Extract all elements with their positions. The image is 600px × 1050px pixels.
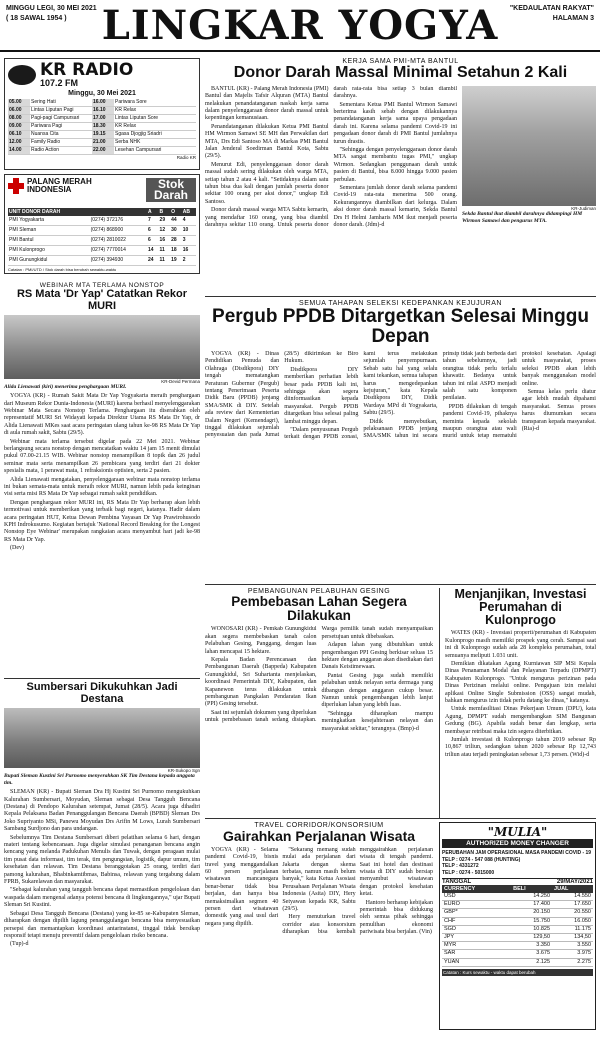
murl-headline: RS Mata 'Dr Yap' Catatkan Rekor MURI	[16, 288, 188, 312]
pmi-table-row	[8, 246, 196, 256]
kulonprogo-paragraph: WATES (KR) - Investasi properti/perumahan di Kabupaten Kulonprogo masih memiliki prospek yang cerah. Sampai saat ini di Kulonprogo sudah ada 28 kompleks perumahan, total semuanya meliputi 1.031 unit.	[445, 630, 596, 659]
sleman-paragraph: "Sebagai kalurahan yang tangguh bencana dapat memastikan pengelolaan dan waspada dalam mengenal adanya potensi bencana di lingkungannya," ujar Bupati Sleman Sri Kustini.	[4, 887, 200, 909]
radio-schedule	[8, 99, 196, 155]
pmi-table-cell: PMI Bantul	[8, 236, 90, 246]
currency-row	[442, 934, 593, 942]
wisata-paragraph: Hantoro berharap kebijakan pemerintah bisa didukung oleh semua pihak sehingga pemulihan ekonomi pariwisata bisa berjalan. (Vin)	[359, 899, 433, 936]
currency-code: SAR	[442, 950, 511, 958]
currency-row	[442, 958, 593, 966]
gesing-body	[205, 626, 433, 821]
wisata-kicker: TRAVEL CORRIDOR/KONSORSIUM	[254, 822, 384, 829]
radio-program: Radio Action	[30, 147, 92, 155]
currency-table-header	[442, 885, 593, 893]
radio-time: 16.00	[92, 99, 114, 107]
masthead	[0, 0, 600, 52]
pmi-table-cell: 30	[170, 226, 182, 236]
currency-row	[442, 950, 593, 958]
main-column	[205, 58, 596, 1030]
pmi-column-header	[90, 208, 147, 216]
ppdb-article	[205, 300, 596, 584]
radio-program: Lintas Liputan Sore	[114, 115, 196, 123]
wisata-paragraph: YOGYA (KR) - Selama pandemi Covid-19, bisnis travel yang menggandalkan 60 persen perjalanan wisatawan mancanegara benar-benar tidak bisa berjalan, dan hanya bisa memaksimalkan segmen 40 persen dari wisatawan domestik yang asal usul dari negara yang dipilih.	[205, 846, 279, 927]
currency-code: GBP*	[442, 909, 511, 917]
radio-time: 19.15	[92, 131, 114, 139]
radio-frequency: 107.2 FM	[40, 78, 79, 88]
pmi-table-cell: (0274) 2810022	[90, 236, 147, 246]
sell-rate: 17.650	[552, 901, 593, 909]
gesing-paragraph: Kepala Badan Perencanaan dan Pembangunan Daerah (Bappeda) Kabupaten Gunungkidul, Sri Suhartanta menjelaskan, koordinasi Pemerintah DIY, Kabupaten, dan Kapanewon terus dilakukan untuk pembangunan Pangkalan Pendaratan Ikan (PPI) Gesing tersebut.	[205, 656, 317, 708]
pmi-brand	[8, 178, 97, 194]
gesing-paragraph: "Sehingga diharapkan mampu meningkatkan kesejahteraan nelayan dan masyarakat sekitar," terangnya. (Bmp)-d	[321, 710, 433, 732]
pmi-column-header: B	[159, 208, 171, 216]
wisata-article	[205, 822, 433, 1030]
pmi-table-cell: PMI Gunungkidul	[8, 256, 90, 266]
pmi-table-cell: 12	[159, 226, 171, 236]
pmi-table-cell: 2	[182, 256, 196, 266]
pmi-table-cell: PMI Yogyakarta	[8, 216, 90, 226]
pmi-table-cell: 44	[170, 216, 182, 226]
donor-paragraph: Sementara Ketua PMI Bantul Wirmon Samawi berterima kasih sebab dengan dilakukannya penandatanganan kerja sama upaya pengadaan darah ini. Karena selama pandemi Covid-19 ini pengadaan donor darah di PMI Bantul jumlahnya turun drastis.	[333, 101, 457, 145]
donor-paragraph: Penandatanganan dilakukan Ketua PMI Bantul HM Wirmon Samawi SE MH dan Perwakilan dari MTA, Drs Edi Santoso MA di Markas PMI Bantul Jalan Jenderal Soedirman Bantul Kota, Sabtu (29/5).	[205, 123, 329, 160]
mulia-contact-line: TELP : 4331272	[442, 863, 479, 869]
murl-body	[4, 393, 200, 675]
sell-rate: 2.275	[552, 958, 593, 966]
mulia-contact-line: TELP : 0274 - 547 088 (HUNTING)	[442, 856, 521, 863]
radio-time: 06.10	[8, 131, 30, 139]
radio-name: KR RADIO	[40, 60, 134, 80]
pmi-table-row	[8, 256, 196, 266]
sleman-paragraph: (Tup)-d	[10, 941, 29, 948]
ppdb-paragraph: Didik menyebutkan, pelaksanaan PPDB jenjang SMA/SMK tahun ini secara prinsip tidak jauh berbeda dari tahun sebelumnya, jadi orangtua tidak perlu terlalu khawatir. Bedanya untuk tahun ini nilai ASPD menjadi salah satu komponen penilaian.	[363, 350, 517, 440]
pmi-column-header: UNIT DONOR DARAH	[8, 208, 90, 216]
pmi-table-row	[8, 236, 196, 246]
ppdb-paragraph: Disdikpora DIY memberikan perhatian lebih besar pada PPDB kali ini, sehingga akan segera diinformasikan kepada masyarakat. Pergub PPDB ditargetkan bisa selesai paling lambat minggu depan.	[284, 366, 359, 425]
wisata-headline: Gairahkan Perjalanan Wisata	[222, 828, 416, 844]
middle-row	[205, 588, 596, 818]
donor-photo-credit: KR-Judiman	[571, 205, 596, 211]
radio-time: 08.00	[8, 115, 30, 123]
currency-row	[442, 942, 593, 950]
murl-caption: Alida Lienawati (kiri) menerima penghargaan MURI.	[4, 384, 127, 391]
radio-program: KR Relax	[114, 123, 196, 131]
ppdb-kicker: SEMUA TAHAPAN SELEKSI KEDEPANKAN KEJUJURAN	[299, 300, 502, 307]
pmi-header	[8, 178, 196, 208]
mulia-ad	[439, 822, 596, 1030]
gesing-kicker: PEMBANGUNAN PELABUHAN GESING	[247, 588, 391, 595]
ppdb-body	[205, 351, 596, 595]
pmi-table-row	[8, 226, 196, 236]
radio-program: Lintas Liputan Pagi	[30, 107, 92, 115]
sleman-headline: Sumbersari Dikukuhkan Jadi Destana	[26, 681, 178, 705]
sleman-article	[4, 682, 200, 979]
pmi-table-cell: 3	[182, 236, 196, 246]
murl-paragraph: YOGYA (KR) - Rumah Sakit Mata Dr Yap Yogyakarta meraih penghargaan dari Museum Rekor Dunia-Indonesia (MURI) karena berhasil menyelenggarakan Webinar Mata Secara Nonstop Terlama. Penghargaan itu diserahkan oleh representatif MURI Sri Widayati kepada Direktur Utama RS Mata Dr Yap, dr Alida Lienawati MKes saat acara peringatan ulang tahun ke-98 RS Mata Dr Yap di aula rumah sakit, Sabtu (29/5).	[4, 393, 200, 437]
radio-time: 09.00	[8, 123, 30, 131]
radio-program: Family Radio	[30, 139, 92, 147]
sell-rate: 3.550	[552, 942, 593, 950]
pmi-table-cell: 16	[159, 236, 171, 246]
murl-paragraph: Dengan penghargaan rekor MURI ini, RS Mata Dr Yap berharap akan lebih termotivasi untuk memberikan yang terbaik bagi negeri, katanya. Hadir dalam acara peringatan HUT, Ketua Dewan Pembina Yayasan Dr Yap Prawirohusodo KPH Indrokusumo. Kegiatan bertajuk 'National Record Breaking for the Longest Nonstop Eye Webinar' merupakan rangkaian acara menyambut hari jadi ke-98 RS Mata Dr Yap.	[4, 499, 200, 543]
pmi-table-cell: 18	[170, 246, 182, 256]
buy-rate: 129,50	[511, 934, 552, 942]
radio-time: 16.10	[92, 107, 114, 115]
donor-caption: Sekda Bantul ikut diambil darahnya didampingi HM Wirmon Samawi dan pengurus MTA.	[462, 210, 583, 224]
mulia-footer: Catatan : Kurs sewaktu - waktu dapat berubah	[442, 969, 593, 976]
pmi-table-cell: (0274) 868900	[90, 226, 147, 236]
donor-kicker: KERJA SAMA PMI-MTA BANTUL	[342, 58, 459, 65]
buy-rate: 2.125	[511, 958, 552, 966]
left-column	[4, 58, 200, 979]
pmi-table-body	[8, 216, 196, 266]
gesing-paragraph: WONOSARI (KR) - Pemkab Gunungkidul akan segera membebaskan tanah calon Pelabuhan Gesing, Panggang, dengan luas lahan mencapai 15 hektare.	[205, 626, 317, 655]
donor-paragraph: Menurut Edi, penyelenggaraan donor darah massal sudah sering dilakukan oleh warga MTA, setiap tahun 2 atau 4 kali. "Setidaknya dalam satu tahun bisa dua kali dengan jumlah peserta donor sekitar 100 orang per aksi donor," ungkap Edi Santoso.	[205, 161, 329, 205]
mulia-date: 29/MAY/2021	[556, 879, 593, 885]
pmi-table-cell: (0274) 372176	[90, 216, 147, 226]
donor-photo-block	[462, 86, 596, 286]
radio-time: 21.00	[92, 139, 114, 147]
pmi-table-cell: 16	[182, 246, 196, 256]
radio-program: Pariwara Sore	[114, 99, 196, 107]
pmi-table-cell: 11	[159, 256, 171, 266]
currency-table-body	[442, 893, 593, 966]
pmi-column-header: AB	[182, 208, 196, 216]
pmi-note: Catatan : PMI/UTD / Stok darah bisa berubah sewaktu-waktu	[8, 267, 117, 272]
kulonprogo-article	[439, 588, 596, 818]
donor-headline: Donor Darah Massal Minimal Setahun 2 Kali	[233, 64, 568, 81]
mulia-title: "MULIA"	[487, 825, 548, 839]
kulonprogo-headline: Menjanjikan, Investasi Perumahan di Kulonprogo	[454, 587, 587, 628]
gesing-paragraph: Pantai Gesing juga sudah memiliki pelabuhan untuk nelayan serta dermaga yang dibangun dengan anggaran cukup besar. Namun untuk pengembangan lebih lanjut diperlukan lahan yang lebih luas.	[321, 672, 433, 709]
radio-note: Radio KR	[176, 155, 196, 160]
mulia-contact-lines	[442, 850, 593, 876]
pmi-name: PALANG MERAH INDONESIA	[27, 177, 92, 194]
wisata-paragraph: Hery menuturkan travel corridor atau konsorsium diharapkan bisa kembali menggairahkan perjalanan wisata di tengah pandemi. Saat ini hotel dan destinasi wisata di DIY sudah bersiap menyambut wisatawan dengan protokol kesehatan ketat.	[282, 846, 433, 936]
pmi-table-cell: 10	[182, 226, 196, 236]
pmi-table-cell: 7	[147, 216, 159, 226]
wisata-body	[205, 847, 433, 1025]
currency-code: MYR	[442, 942, 511, 950]
gesing-article	[205, 588, 433, 818]
currency-code: SGD	[442, 925, 511, 933]
sell-rate: 20.550	[552, 909, 593, 917]
masthead-date: MINGGU LEGI, 30 MEI 2021	[6, 5, 97, 12]
sell-rate: 134,50	[552, 934, 593, 942]
radio-time: 14.00	[8, 147, 30, 155]
donor-photo	[462, 86, 596, 206]
pmi-table-cell: 4	[182, 216, 196, 226]
radio-program: Lesehan Campursari	[114, 147, 196, 155]
buy-rate: 3.675	[511, 950, 552, 958]
murl-paragraph: Alida Lienawati mengatakan, penyelenggaraan webinar mata nonstop terlama ini bukan semata-mata untuk meraih rekor MURI, namun lebih pada keinginan visi serta misi RS Mata Dr Yap sebagai rumah sakit pendidikan.	[4, 476, 200, 498]
gesing-paragraph: Saat ini sejumlah dokumen yang diperlukan untuk pembebasan tanah sedang disiapkan. Warga pemilik tanah sudah menyampaikan persetujuan untuk dibebaskan.	[205, 626, 433, 724]
buy-rate: 3.350	[511, 942, 552, 950]
kulonprogo-paragraph: Demikian dikatakan Agung Kurniawan SIP MSi Kepala Dinas Penanaman Modal dan Pelayanan Terpadu (DPMPT) Kabupaten Kulonprogo. "Untuk mengurus perizinan pada Dinas Perizinan melalui online. Pengajuan izin melalui aplikasi Online Single Submission (OSS) sangat mudah, bahkan mengurus izin tidak perlu datang ke dinas," katanya.	[445, 661, 596, 705]
donor-article	[205, 58, 596, 296]
radio-time: 18.30	[92, 123, 114, 131]
radio-program: Sgasa Djogjig Sriadri	[114, 131, 196, 139]
wisata-paragraph: "Sekarang memang sudah mulai ada perjalanan dari Jakarta dengan skema terbatas, namun masih belum banyak," kata Ketua Asosiasi Perusahaan Perjalanan Wisata Indonesia (Asita) DIY, Hery Setyawan kepada KR, Sabtu (29/5).	[282, 846, 356, 912]
buy-rate: 17.400	[511, 901, 552, 909]
main-divider-1	[205, 296, 596, 297]
pmi-stock-table	[8, 208, 196, 266]
currency-column-header: JUAL	[552, 885, 593, 893]
donor-paragraph: "Sehingga dengan penyelenggaraan donor darah MTA sangat membantu tugas PMI," ungkap Wirmon. Sedangkan penggunaan darah untuk pasien di Bantul, bisa 8.000 hingga 9.000 pasien perbulan.	[333, 147, 457, 183]
pmi-table-cell: 19	[170, 256, 182, 266]
radio-time: 22.00	[92, 147, 114, 155]
currency-code: USD	[442, 893, 511, 901]
pmi-column-header: O	[170, 208, 182, 216]
radio-program: Nuansa Cita	[30, 131, 92, 139]
pmi-table-header	[8, 208, 196, 216]
sleman-paragraph: SLEMAN (KR) - Bupati Sleman Dra Hj Kustini Sri Purnomo mengukuhkan Kalurahan Sumbersari, Moyudan, Sleman sebagai Desa Tangguh Bencana (Destana) di Pendopo Kalurahan setempat, Jumat (28/5). Acara juga dihadiri Kepala Pelaksana Badan Penanggulangan Bencana Daerah (BPBD) Sleman Drs Joko Supriyanto MSi, Panewu Moyudan Drs Arifin M Lows, Lurah Sumbersari Sambang Surdjono dan para undangan.	[4, 789, 200, 833]
donor-paragraph: Sementara jumlah donor darah selama pandemi Covid-19 rata-rata menerima 500 orang. Kekurangannya diambilkan dari kelurga. Dalam aksi donor darah massal kemarin, Sekda Bantul Drs H Helmi Jamharis MM ikut menjadi peserta donor darah. (Jdm)-d	[333, 185, 457, 229]
main-divider-2	[205, 584, 596, 585]
murl-kicker: WEBINAR MTA TERLAMA NONSTOP	[39, 282, 165, 289]
currency-column-header: BELI	[511, 885, 552, 893]
radio-time: 05.00	[8, 99, 30, 107]
red-cross-icon	[8, 178, 24, 194]
buy-rate: 20.150	[511, 909, 552, 917]
newspaper-title: LINGKAR YOGYA	[101, 2, 499, 49]
pmi-table-cell: 14	[147, 246, 159, 256]
currency-row	[442, 909, 593, 917]
radio-header	[8, 62, 196, 88]
radio-title-block	[40, 62, 133, 88]
radio-date: Minggu, 30 Mei 2021	[68, 90, 136, 97]
sell-rate: 3.975	[552, 950, 593, 958]
murl-paragraph: Webinar mata terlama tersebut digelar pada 22 Mei 2021. Webinar berlangsung secara nonstop dengan mencatatkan waktu 14 jam 15 menit dimulai pukul 07.00-21.15 WIB. Webinar nonstop menampilkan 8 topik dan 26 judul seminar mata serta menampilkan 26 pembicara yang terdiri dari 21 dokter spesialis mata, 1 perawat mata, 1 refraksionis optisien, serta 2 pasien.	[4, 438, 200, 475]
murl-photo	[4, 315, 200, 379]
currency-code: YUAN	[442, 958, 511, 966]
pmi-table-cell: 28	[170, 236, 182, 246]
masthead-right-block	[510, 4, 594, 24]
currency-table	[442, 885, 593, 967]
radio-program: Pagi-pagi Campursari	[30, 115, 92, 123]
pmi-blood-stock-box	[4, 174, 200, 274]
mulia-contact-line: PERUBAHAN JAM OPERASIONAL MASA PANDEMI COVID - 19	[442, 850, 592, 856]
currency-row	[442, 893, 593, 901]
sleman-paragraph: Sebelumnya Tim Destana Sumbersari diberi pelatihan selama 6 hari, dengan materi tentang kebencanaan. Juga digelar simulasi penanganan bencana angin kencang yang melanda Padukuhan Menulis dan Tuwak, dengan peragaan mulai tim pusat data informasi, tim terak, tim pengungsian, logistik, dapur umum, tim kesehatan dan relawan. Tim Destana beranggotakan 25 orang, terdiri dari pamong kalurahan, Bhabinkamtibmas, Babinsa, relawan yang tergabung dalam FPRB, Sukarelawan dan masyarakat.	[4, 834, 200, 886]
murl-article	[4, 282, 200, 675]
currency-row	[442, 925, 593, 933]
donor-paragraph: BANTUL (KR) - Palang Merah Indonesia (PMI) Bantul dan Majelis Tafsir Alquran (MTA) Bantul melakukan penandatanganan naskah kerja sama dalam penyelenggaraan donor darah massal untuk kepentingan kemanusiaan.	[205, 85, 329, 122]
donor-layout	[205, 86, 596, 286]
pmi-column-header: A	[147, 208, 159, 216]
pmi-table-cell: 29	[159, 216, 171, 226]
murl-paragraph: (Dev)	[10, 545, 24, 552]
donor-body	[205, 86, 457, 286]
gesing-paragraph: Adapun lahan yang dibutuhkan untuk pengembangan PPI Gesing berkisar seluas 15 hektare dengan anggaran akan disediakan dari Danais Keistimewaan.	[321, 642, 433, 671]
pmi-table-cell: 11	[159, 246, 171, 256]
radio-time: 06.00	[8, 107, 30, 115]
buy-rate: 15.750	[511, 917, 552, 925]
sleman-caption: Bupati Sleman Kustini Sri Purnomo menyerahkan SK Tim Destana kepada anggota tim.	[4, 773, 195, 787]
radio-logo-icon	[8, 65, 36, 85]
currency-row	[442, 917, 593, 925]
sleman-body	[4, 789, 200, 979]
pmi-table-cell: (0274) 394930	[90, 256, 147, 266]
pmi-table-cell: (0274) 7770014	[90, 246, 147, 256]
sleman-photo-credit: KR-Sukopo Sgn	[167, 768, 200, 774]
buy-rate: 10.825	[511, 925, 552, 933]
mulia-contact-line: TELP : 0274 - 5015000	[442, 869, 495, 876]
sleman-paragraph: Sebagai Desa Tangguh Bencana (Destana) yang ke-85 se-Kabupaten Sleman, diharapkan dengan dipilih lagung penanggulangan bencana bisa menyesuaikan persepsi dan memantapkan koordinasi antarinstansi, tinggal tidak bersikap responsif tetapi menuju preventif dalam pengelolaan risiko bencana.	[4, 910, 200, 939]
ppdb-paragraph: Semua kelas perlu diatur agar lebih mudah dipahami masyarakat. Semua proses harus diumumkan secara transparan kepada masyarakat. (Ria)-d	[521, 388, 596, 432]
radio-time: 12.00	[8, 139, 30, 147]
sell-rate: 14.550	[552, 893, 593, 901]
masthead-edition: ( 18 SAWAL 1954 )	[6, 15, 67, 22]
sell-rate: 11.175	[552, 925, 593, 933]
radio-program: KR Relax	[114, 107, 196, 115]
sleman-photo	[4, 708, 200, 768]
radio-program: Serba NHK	[114, 139, 196, 147]
mulia-subtitle: AUTHORIZED MONEY CHANGER	[442, 839, 593, 848]
donor-paragraph: Donor darah massal warga MTA Sabtu kemarin, yang mendaftar 160 orang, yang bisa diambil darahnya sekitar 110 orang. Untuk peserta donor darah rata-rata bisa setiap 3 bulan diambil darahnya.	[205, 85, 457, 229]
pmi-table-cell: 6	[147, 226, 159, 236]
kr-radio-box	[4, 58, 200, 170]
left-divider	[4, 678, 200, 679]
currency-code: CHF	[442, 917, 511, 925]
gesing-headline: Pembebasan Lahan Segera Dilakukan	[231, 594, 407, 624]
masthead-page: HALAMAN 3	[552, 15, 594, 22]
pmi-table-row	[8, 216, 196, 226]
ppdb-headline: Pergub PPDB Ditargetkan Selesai Minggu Depan	[212, 306, 589, 347]
ppdb-paragraph: YOGYA (KR) - Dinas Pendidikan Pemuda dan Olahraga (Disdikpora) DIY tengah mematangkan Peraturan Gubernur (Pergub) tentang Penerimaan Peserta Didik Baru (PPDB) jenjang SMA/SMK di DIY. Setelah ada review dari Kementerian Dalam Negeri (Kemendagri), tinggal dilakukan sejumlah penyesuaian dan pada Jumat (28/5) dikirimkan ke Biro Hukum.	[205, 350, 359, 439]
currency-row	[442, 901, 593, 909]
bottom-row	[205, 822, 596, 1030]
kulonprogo-body	[445, 630, 596, 822]
radio-program: Sering Hati	[30, 99, 92, 107]
pmi-stock-label: Stok Darah	[146, 178, 196, 202]
mulia-date-row	[442, 878, 593, 885]
mulia-date-label: TANGGAL	[442, 879, 472, 885]
masthead-tagline: "KEDAULATAN RAKYAT"	[509, 5, 594, 12]
pmi-table-cell: 24	[147, 256, 159, 266]
pmi-table-cell: PMI Kulonprogo	[8, 246, 90, 256]
kulonprogo-paragraph: Untuk memfasilitasi Dinas Pekerjaan Umum (DPU), kata Agung, DPMPT sudah mengembangkan SIM Bangunan Gedung (BG). Apabila sudah benar dan lengkap, serta membayar retribusi maka izin segera diterbitkan.	[445, 706, 596, 735]
radio-time: 17.00	[92, 115, 114, 123]
currency-code: JPY	[442, 934, 511, 942]
sell-rate: 16.050	[552, 917, 593, 925]
murl-photo-credit: KR-Devid Permana	[161, 379, 200, 385]
currency-code: EURO	[442, 901, 511, 909]
kulonprogo-paragraph: Jumlah investasi di Kulonprogo tahun 2019 sebesar Rp 10,867 triliun, sedangkan tahun 2020 sebesar Rp 12,743 triliun atau terjadi peningkatan sebesar 1,73 persen. (Wid)-d	[445, 737, 596, 758]
buy-rate: 14.250	[511, 893, 552, 901]
currency-column-header: CURRENCY	[442, 885, 511, 893]
ppdb-paragraph: "Dalam penyusunan Pergub terkait dengan PPDB zonasi, kami terus melakukan sejumlah penyempurnaan. Sebab satu hal yang selalu kami tekankan, semua tahapan harus mengedepankan kejujuran," kata Kepala Disdikpora DIY, Didik Wardaya MPd di Yogyakarta, Sabtu (29/5).	[284, 350, 438, 441]
pmi-table-cell: 6	[147, 236, 159, 246]
pmi-table-cell: PMI Sleman	[8, 226, 90, 236]
ppdb-paragraph: PPDB dilakukan di tengah pandemi Covid-19, pihaknya meminta kepada sekolah maupun orangtua atau wali murid untuk tetap mematuhi protokol kesehatan. Apalagi untuk masyarakat, proses seleksi PPDB akan lebih banyak menggunakan model online.	[442, 350, 596, 440]
radio-program: Pariwara Pagi	[30, 123, 92, 131]
